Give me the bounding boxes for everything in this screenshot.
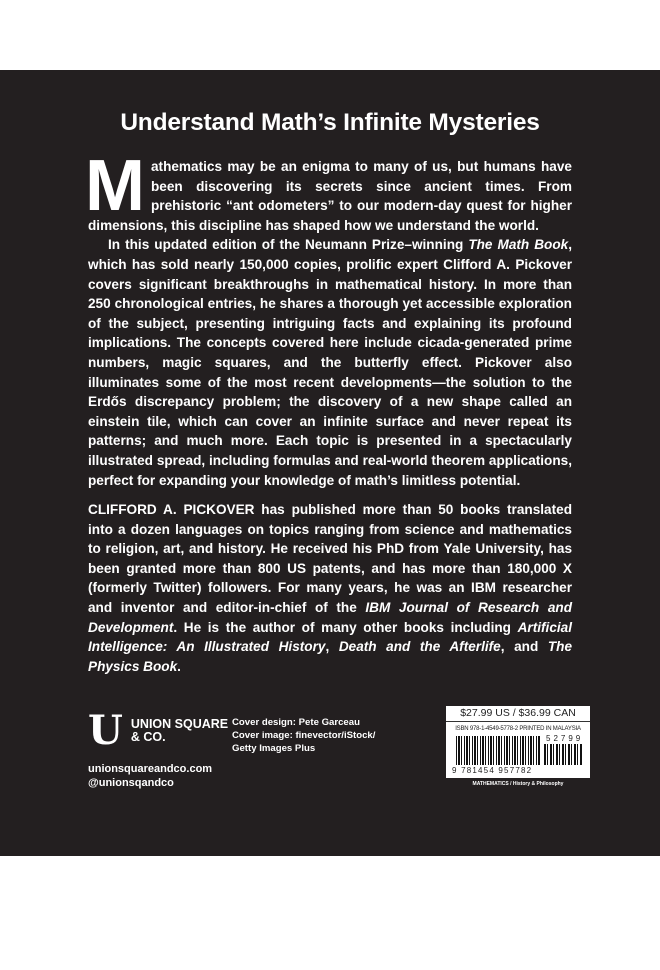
- text: In this updated edition of the Neumann Prize–winning: [108, 237, 469, 253]
- book-title: Artificial Intelligence: An Illustrated History: [88, 619, 572, 655]
- text: . He is the author of many other books including: [173, 619, 518, 635]
- ean-number: 9 781454 957782: [452, 766, 533, 776]
- text: , and: [500, 639, 548, 655]
- book-title: The Math Book: [468, 237, 569, 253]
- publisher-name-line1: UNION SQUARE: [130, 717, 229, 732]
- barcode-label: [446, 706, 590, 778]
- author-bio: [88, 500, 572, 676]
- logo-mark: U: [88, 707, 123, 755]
- credit-line: Cover image: finevector/iStock/: [232, 730, 376, 742]
- addon-barcode-icon: [544, 744, 582, 765]
- credit-line: Getty Images Plus: [232, 743, 316, 755]
- publisher-links: [88, 762, 212, 790]
- text: .: [177, 658, 181, 674]
- publisher-name-line2: & CO.: [130, 730, 166, 745]
- text: ,: [325, 639, 339, 655]
- website-link[interactable]: unionsquareandco.com: [88, 763, 213, 776]
- price-code: 52799: [546, 734, 584, 744]
- intro-paragraph: [85, 157, 572, 235]
- drop-cap: M: [85, 157, 145, 215]
- description: [85, 157, 573, 676]
- bisac-category: MATHEMATICS / History & Philosophy: [472, 781, 564, 788]
- cover-headline: Understand Math’s Infinite Mysteries: [120, 109, 540, 136]
- journal-title: IBM Journal of Research and Development: [88, 600, 572, 635]
- social-handle[interactable]: @unionsqandco: [88, 777, 174, 790]
- cover-credits: [232, 716, 375, 755]
- book-title: The Physics Book: [88, 639, 573, 674]
- text: CLIFFORD A. PICKOVER has published more than 50 books translated into a dozen languages on topics ranging from science and mathematics to religion, art, and history. He received his PhD from Yale University, has been granted more than 800 US patents, and has more than 180,000 X (formerly Twitter) followers. For many years, he was an IBM researcher and inventor and editor-in-chief of the: [88, 502, 572, 616]
- credit-line: Cover design: Pete Garceau: [232, 717, 360, 729]
- text: , which has sold nearly 150,000 copies, prolific expert Clifford A. Pickover covers significant breakthroughs in mathematical history. In more than 250 chronological entries, he shares a thorough yet accessible exploration of the subject, presenting intriguing facts and explaining its profound implications. The concepts covered here include cicada-generated prime numbers, magic squares, and the butterfly effect. Pickover also illuminates some of the most recent developments—the solution to the Erdős discrepancy problem; the discovery of a new shape called an einstein tile, which can cover an infinite surface and never repeat its patterns; and much more. Each topic is presented in a spectacularly illustrated spread, including formulas and real-world theorem applications, perfect for expanding your knowledge of math’s limitless potential.: [88, 237, 572, 488]
- summary-paragraph: [88, 235, 572, 490]
- publisher-logo: [88, 707, 229, 755]
- price: $27.99 US / $36.99 CAN: [446, 706, 590, 722]
- cover-footer: [0, 706, 660, 816]
- book-title: Death and the Afterlife: [338, 639, 501, 655]
- isbn: ISBN 978-1-4549-5778-2 PRINTED IN MALAYSIA: [455, 726, 581, 733]
- back-cover: [0, 70, 660, 856]
- barcode-icon: [456, 736, 540, 765]
- intro-text: athematics may be an enigma to many of us, but humans have been discovering its secrets since ancient times. From prehistoric “ant odometers” to our modern-day quest for higher dimensions, this discipline has shaped how we understand the world.: [88, 159, 572, 233]
